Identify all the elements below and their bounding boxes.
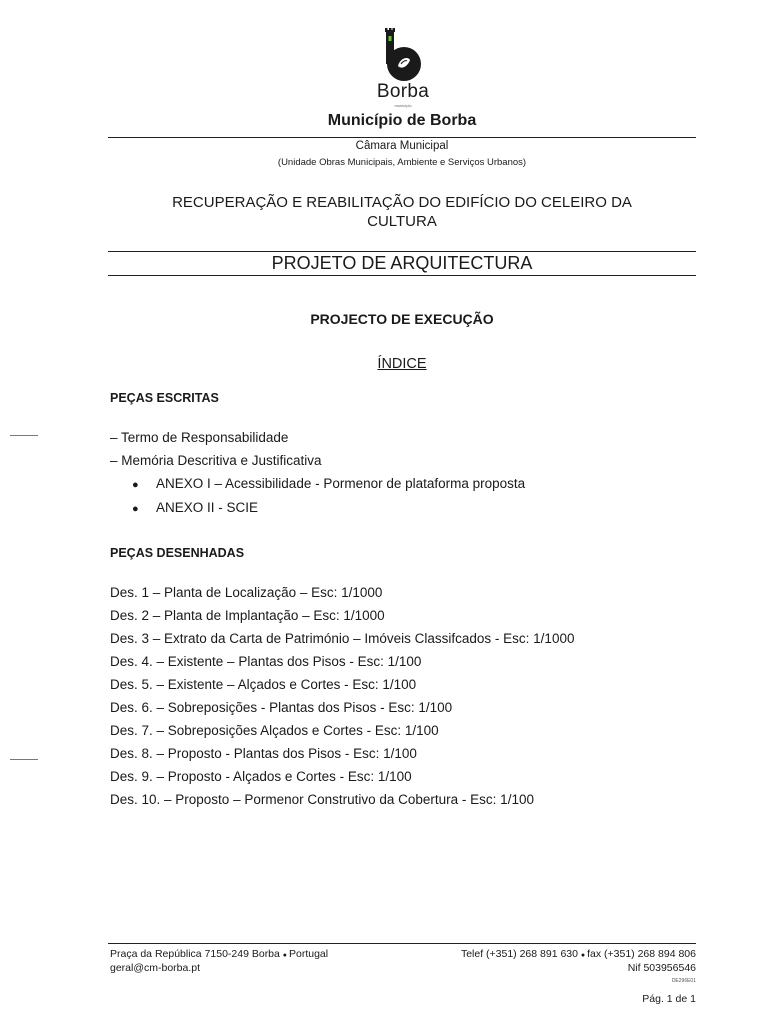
drawing-item: Des. 3 – Extrato da Carta de Património – Imóveis Classifcados - Esc: 1/1000 <box>110 631 575 646</box>
project-title-line-1: RECUPERAÇÃO E REABILITAÇÃO DO EDIFÍCIO DO CELEIRO DA <box>172 194 632 211</box>
unit-name: (Unidade Obras Municipais, Ambiente e Serviços Urbanos) <box>277 157 527 168</box>
footer-code: DE296E01 <box>671 978 696 984</box>
country-text: Portugal <box>288 948 329 960</box>
project-title <box>108 193 696 231</box>
header-divider <box>108 137 696 138</box>
drawing-item: Des. 1 – Planta de Localização – Esc: 1/1000 <box>110 585 383 600</box>
project-title-line-2: CULTURA <box>367 213 437 230</box>
separator-dot-icon: ● <box>580 952 588 959</box>
footer-nif: Nif 503956546 <box>627 962 696 974</box>
project-phase: PROJECTO DE EXECUÇÃO <box>310 311 494 327</box>
page-number: Pág. 1 de 1 <box>642 993 696 1005</box>
borba-coat-of-arms-icon <box>374 26 432 82</box>
phone-text: Telef (+351) 268 891 630 <box>460 948 578 960</box>
footer-address <box>110 948 328 960</box>
separator-dot-icon: ● <box>282 952 289 959</box>
written-pieces-heading: PEÇAS ESCRITAS <box>110 391 219 405</box>
annex-label: ANEXO II - SCIE <box>156 500 259 515</box>
drawing-item: Des. 4. – Existente – Plantas dos Pisos - Esc: 1/100 <box>110 654 422 669</box>
department-name: Câmara Municipal <box>355 140 449 152</box>
fax-text: fax (+351) 268 894 806 <box>587 948 696 960</box>
address-text: Praça da República 7150-249 Borba <box>110 948 280 960</box>
fold-mark <box>10 435 38 436</box>
logo-subtitle: município <box>394 103 412 108</box>
project-type: PROJETO DE ARQUITECTURA <box>271 253 533 273</box>
logo-wordmark: Borba <box>376 81 430 102</box>
project-type-top-rule <box>108 251 696 252</box>
drawing-item: Des. 9. – Proposto - Alçados e Cortes - Esc: 1/100 <box>110 769 412 784</box>
project-type-bottom-rule <box>108 275 696 276</box>
bullet-icon: ● <box>132 503 139 515</box>
written-item: – Termo de Responsabilidade <box>110 430 289 445</box>
footer-divider <box>108 943 696 944</box>
written-item: – Memória Descritiva e Justificativa <box>110 453 322 468</box>
organization-title: Município de Borba <box>327 112 477 129</box>
drawing-item: Des. 7. – Sobreposições Alçados e Cortes - Esc: 1/100 <box>110 723 439 738</box>
drawing-item: Des. 8. – Proposto - Plantas dos Pisos - Esc: 1/100 <box>110 746 417 761</box>
annex-item <box>132 476 525 491</box>
footer-email: geral@cm-borba.pt <box>110 962 201 974</box>
fold-mark <box>10 759 38 760</box>
index-heading: ÍNDICE <box>377 356 427 372</box>
footer-contacts <box>461 948 696 960</box>
drawing-item: Des. 2 – Planta de Implantação – Esc: 1/1000 <box>110 608 385 623</box>
drawing-item: Des. 6. – Sobreposições - Plantas dos Pisos - Esc: 1/100 <box>110 700 453 715</box>
drawing-item: Des. 5. – Existente – Alçados e Cortes - Esc: 1/100 <box>110 677 417 692</box>
drawing-item: Des. 10. – Proposto – Pormenor Construtivo da Cobertura - Esc: 1/100 <box>110 792 534 807</box>
annex-item <box>132 500 258 515</box>
drawings-heading: PEÇAS DESENHADAS <box>110 546 245 560</box>
municipality-logo <box>374 26 432 106</box>
annex-label: ANEXO I – Acessibilidade - Pormenor de plataforma proposta <box>156 476 526 491</box>
bullet-icon: ● <box>132 479 139 491</box>
